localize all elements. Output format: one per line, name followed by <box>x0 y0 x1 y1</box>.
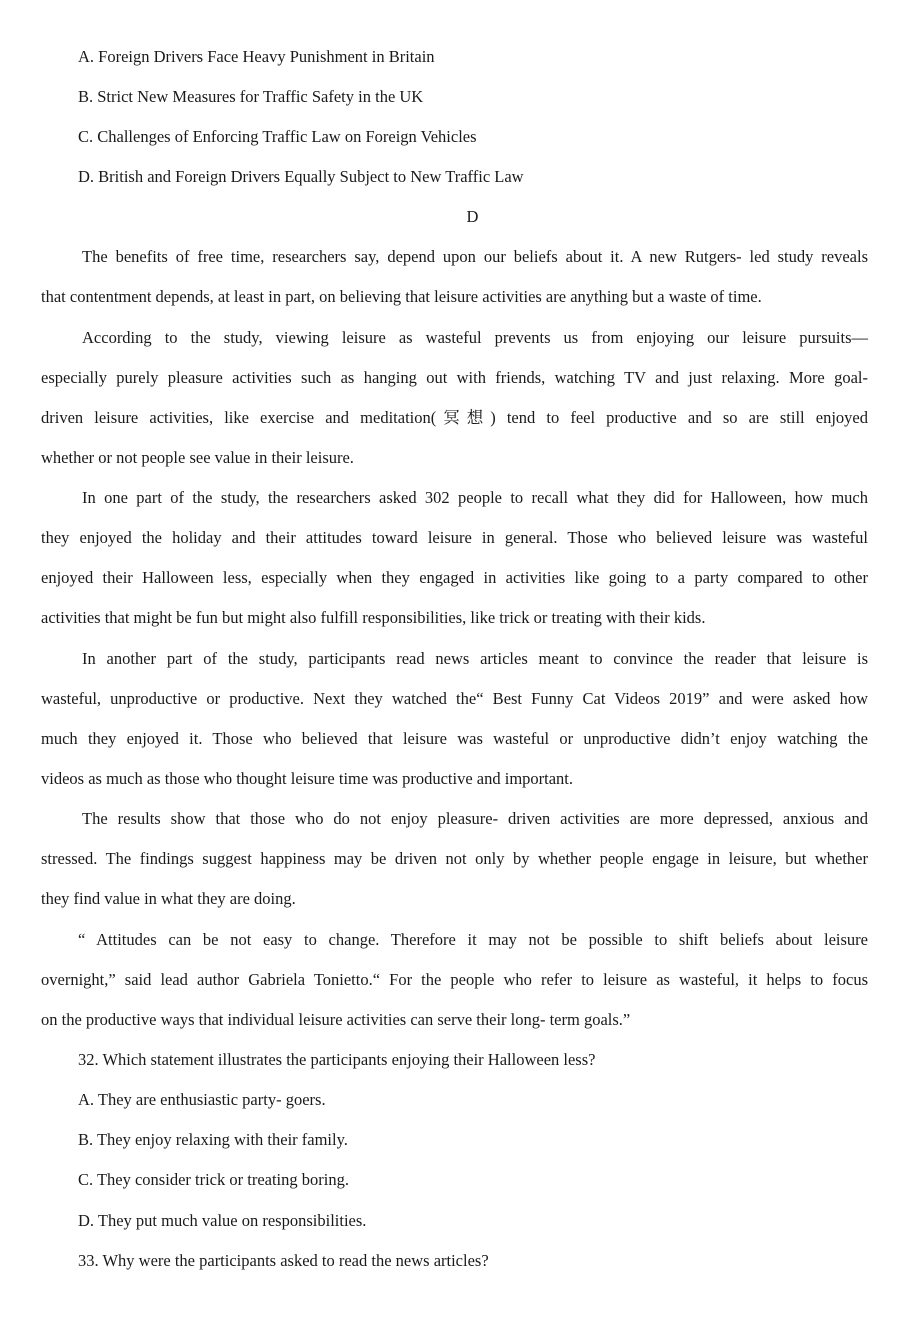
passage-line: wasteful, unproductive or productive. Next they watched the“ Best Funny Cat Videos 2019” and were asked how <box>41 689 868 708</box>
passage-line: The benefits of free time, researchers say, depend upon our beliefs about it. A new Rutgers- led study reveals <box>82 247 868 266</box>
passage-line: that contentment depends, at least in part, on believing that leisure activities are anything but a waste of time. <box>41 287 762 306</box>
question-33-stem: 33. Why were the participants asked to read the news articles? <box>78 1251 489 1270</box>
passage-line: they enjoyed the holiday and their attitudes toward leisure in general. Those who believed leisure was wasteful <box>41 528 868 547</box>
passage-line: videos as much as those who thought leisure time was productive and important. <box>41 769 574 788</box>
q32-option-b: B. They enjoy relaxing with their family. <box>78 1130 348 1149</box>
passage-line: whether or not people see value in their leisure. <box>41 448 354 467</box>
passage-line: overnight,” said lead author Gabriela Tonietto.“ For the people who refer to leisure as wasteful, it helps to focus <box>41 970 868 989</box>
passage-line: activities that might be fun but might also fulfill responsibilities, like trick or treating with their kids. <box>41 608 706 627</box>
passage-line: stressed. The findings suggest happiness may be driven not only by whether people engage in leisure, but whether <box>41 849 868 868</box>
passage-line: enjoyed their Halloween less, especially when they engaged in activities like going to a party compared to other <box>41 568 868 587</box>
passage-line: especially purely pleasure activities such as hanging out with friends, watching TV and just relaxing. More goal- <box>41 368 868 387</box>
prev-option-a: A. Foreign Drivers Face Heavy Punishment in Britain <box>78 47 435 66</box>
q32-option-c: C. They consider trick or treating boring. <box>78 1170 349 1189</box>
passage-line: driven leisure activities, like exercise and meditation(冥想) tend to feel productive and so are still enjoyed <box>41 408 868 427</box>
q32-option-d: D. They put much value on responsibilities. <box>78 1211 367 1230</box>
prev-option-d: D. British and Foreign Drivers Equally Subject to New Traffic Law <box>78 167 524 186</box>
passage-line: they find value in what they are doing. <box>41 889 296 908</box>
prev-option-c: C. Challenges of Enforcing Traffic Law on Foreign Vehicles <box>78 127 477 146</box>
q32-option-a: A. They are enthusiastic party- goers. <box>78 1090 326 1109</box>
passage-line: “ Attitudes can be not easy to change. Therefore it may not be possible to shift beliefs about leisure <box>78 930 868 949</box>
passage-line: In one part of the study, the researchers asked 302 people to recall what they did for Halloween, how much <box>82 488 868 507</box>
section-heading: D <box>466 207 479 226</box>
passage-line: on the productive ways that individual leisure activities can serve their long- term goals.” <box>41 1010 631 1029</box>
question-32-stem: 32. Which statement illustrates the participants enjoying their Halloween less? <box>78 1050 596 1069</box>
passage-line: much they enjoyed it. Those who believed that leisure was wasteful or unproductive didn’t enjoy watching the <box>41 729 868 748</box>
passage-line: According to the study, viewing leisure as wasteful prevents us from enjoying our leisure pursuits— <box>82 328 868 347</box>
passage-line: The results show that those who do not enjoy pleasure- driven activities are more depressed, anxious and <box>82 809 868 828</box>
prev-option-b: B. Strict New Measures for Traffic Safety in the UK <box>78 87 424 106</box>
passage-line: In another part of the study, participants read news articles meant to convince the reader that leisure is <box>82 649 868 668</box>
